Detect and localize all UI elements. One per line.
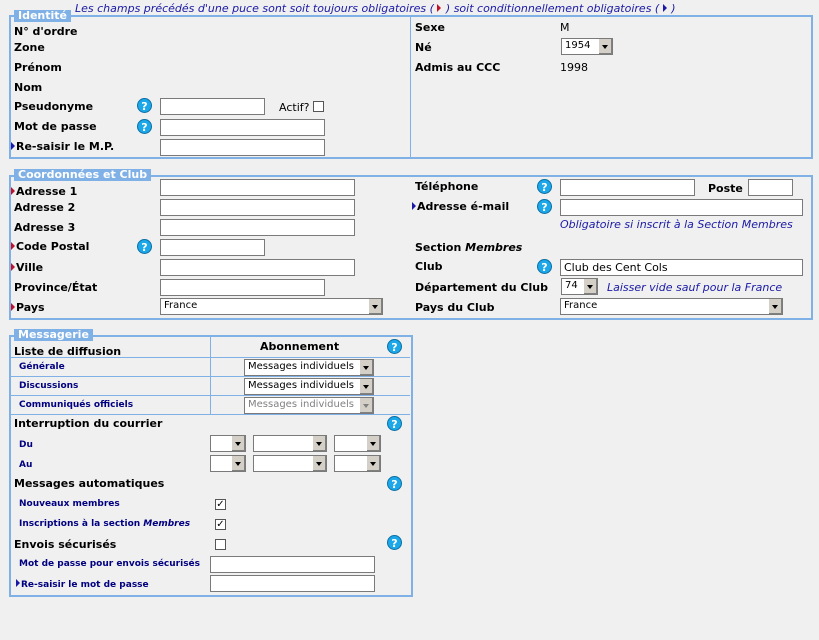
- annee-naissance-select[interactable]: 1954: [561, 38, 613, 55]
- ville-input[interactable]: [160, 259, 355, 276]
- departement-label: Département du Club: [415, 281, 548, 294]
- au-month-select[interactable]: [253, 455, 327, 472]
- resaisir-mdp-envois-input[interactable]: [210, 575, 375, 592]
- chevron-down-icon: [312, 456, 326, 471]
- abonnement-label: Abonnement: [260, 340, 340, 353]
- adresse2-label: Adresse 2: [14, 201, 76, 214]
- identite-divider: [410, 17, 411, 157]
- province-label: Province/État: [14, 281, 98, 294]
- actif-label: Actif?: [279, 101, 310, 114]
- telephone-help-icon[interactable]: ?: [537, 179, 552, 194]
- pseudonyme-label: Pseudonyme: [14, 100, 94, 113]
- sexe-label: Sexe: [415, 21, 445, 34]
- conditional-bullet-icon: [16, 579, 20, 587]
- required-bullet-icon: [11, 263, 15, 271]
- row-divider: [11, 414, 410, 415]
- pseudonyme-input[interactable]: [160, 98, 265, 115]
- club-help-icon[interactable]: ?: [537, 259, 552, 274]
- required-bullet-icon: [437, 4, 441, 12]
- nom-label: Nom: [14, 81, 43, 94]
- n-ordre-label: N° d'ordre: [14, 25, 78, 38]
- au-year-select[interactable]: [334, 455, 381, 472]
- envois-help-icon[interactable]: ?: [387, 535, 402, 550]
- resaisir-mdp-envois-label: Re-saisir le mot de passe: [16, 579, 149, 590]
- du-label: Du: [19, 440, 33, 450]
- email-input[interactable]: [560, 199, 803, 216]
- chevron-down-icon: [359, 379, 373, 394]
- telephone-input[interactable]: [560, 179, 695, 196]
- chevron-down-icon: [231, 436, 245, 451]
- resaisir-mp-input[interactable]: [160, 139, 325, 156]
- interruption-help-icon[interactable]: ?: [387, 416, 402, 431]
- communiques-select: Messages individuels: [244, 397, 374, 414]
- poste-input[interactable]: [748, 179, 793, 196]
- conditional-bullet-icon: [663, 4, 667, 12]
- ville-label: Ville: [11, 261, 43, 274]
- code-postal-help-icon[interactable]: ?: [137, 239, 152, 254]
- admis-value: 1998: [560, 61, 588, 74]
- adresse1-input[interactable]: [160, 179, 355, 196]
- row-divider: [11, 395, 410, 396]
- sexe-value: M: [560, 21, 570, 34]
- adresse3-input[interactable]: [160, 219, 355, 236]
- adresse1-label: Adresse 1: [11, 185, 77, 198]
- code-postal-label: Code Postal: [11, 240, 89, 253]
- conditional-bullet-icon: [412, 202, 416, 210]
- email-label: Adresse é-mail: [412, 200, 509, 213]
- pays-select[interactable]: France: [160, 298, 383, 315]
- interruption-label: Interruption du courrier: [14, 417, 163, 430]
- ne-label: Né: [415, 41, 432, 54]
- zone-label: Zone: [14, 41, 45, 54]
- chevron-down-icon: [768, 299, 782, 314]
- chevron-down-icon: [312, 436, 326, 451]
- chevron-down-icon: [368, 299, 382, 314]
- automatiques-help-icon[interactable]: ?: [387, 476, 402, 491]
- chevron-down-icon: [359, 360, 373, 375]
- discussions-label: Discussions: [19, 381, 79, 391]
- mdp-envois-input[interactable]: [210, 556, 375, 573]
- resaisir-mp-label: Re-saisir le M.P.: [11, 140, 114, 153]
- pays-label: Pays: [11, 301, 45, 314]
- messages-automatiques-label: Messages automatiques: [14, 477, 165, 490]
- messagerie-legend: Messagerie: [14, 329, 93, 341]
- au-day-select[interactable]: [210, 455, 246, 472]
- chevron-down-icon: [366, 456, 380, 471]
- nouveaux-membres-checkbox[interactable]: ✓: [216, 499, 225, 510]
- liste-diffusion-label: Liste de diffusion: [14, 345, 122, 358]
- pays-club-select[interactable]: France: [560, 298, 783, 315]
- envois-securises-label: Envois sécurisés: [14, 538, 117, 551]
- du-month-select[interactable]: [253, 435, 327, 452]
- au-label: Au: [19, 460, 33, 470]
- inscriptions-membres-checkbox[interactable]: ✓: [216, 519, 225, 530]
- departement-note: Laisser vide sauf pour la France: [607, 281, 783, 294]
- coordonnees-legend: Coordonnées et Club: [14, 169, 151, 181]
- adresse3-label: Adresse 3: [14, 221, 76, 234]
- chevron-down-icon: [598, 39, 612, 54]
- envois-securises-checkbox[interactable]: [215, 539, 226, 550]
- identite-legend: Identité: [14, 10, 71, 22]
- admis-label: Admis au CCC: [415, 61, 501, 74]
- identite-panel: [9, 15, 813, 159]
- adresse2-input[interactable]: [160, 199, 355, 216]
- departement-select[interactable]: 74: [561, 278, 598, 295]
- poste-label: Poste: [708, 182, 743, 195]
- section-membres-heading: Section Membres: [415, 241, 523, 254]
- conditional-bullet-icon: [11, 142, 15, 150]
- chevron-down-icon: [366, 436, 380, 451]
- chevron-down-icon: [231, 456, 245, 471]
- mot-de-passe-label: Mot de passe: [14, 120, 97, 133]
- chevron-down-icon: [583, 279, 597, 294]
- communiques-label: Communiqués officiels: [19, 400, 134, 410]
- discussions-select[interactable]: Messages individuels: [244, 378, 374, 395]
- inscriptions-membres-label: Inscriptions à la section Membres: [19, 519, 191, 529]
- pseudonyme-help-icon[interactable]: ?: [137, 98, 152, 113]
- province-input[interactable]: [160, 279, 325, 296]
- email-note: Obligatoire si inscrit à la Section Membres: [560, 218, 793, 231]
- mot-de-passe-help-icon[interactable]: ?: [137, 119, 152, 134]
- code-postal-input[interactable]: [160, 239, 265, 256]
- du-year-select[interactable]: [334, 435, 381, 452]
- required-bullet-icon: [11, 303, 15, 311]
- mot-de-passe-input[interactable]: [160, 119, 325, 136]
- required-bullet-icon: [11, 242, 15, 250]
- actif-checkbox[interactable]: [313, 101, 324, 112]
- telephone-label: Téléphone: [415, 180, 479, 193]
- chevron-down-icon: [359, 398, 373, 413]
- email-help-icon[interactable]: ?: [537, 199, 552, 214]
- generale-label: Générale: [19, 362, 65, 372]
- mdp-envois-label: Mot de passe pour envois sécurisés: [19, 559, 201, 569]
- pays-club-label: Pays du Club: [415, 301, 495, 314]
- club-input[interactable]: Club des Cent Cols: [560, 259, 803, 276]
- abonnement-help-icon[interactable]: ?: [387, 339, 402, 354]
- nouveaux-membres-label: Nouveaux membres: [19, 499, 120, 509]
- club-label: Club: [415, 260, 443, 273]
- required-fields-note: Les champs précédés d'une puce sont soit toujours obligatoires ( ) soit conditionnellement obligatoires ( ): [75, 2, 676, 15]
- required-bullet-icon: [11, 187, 15, 195]
- generale-select[interactable]: Messages individuels: [244, 359, 374, 376]
- du-day-select[interactable]: [210, 435, 246, 452]
- row-divider: [11, 376, 410, 377]
- prenom-label: Prénom: [14, 61, 62, 74]
